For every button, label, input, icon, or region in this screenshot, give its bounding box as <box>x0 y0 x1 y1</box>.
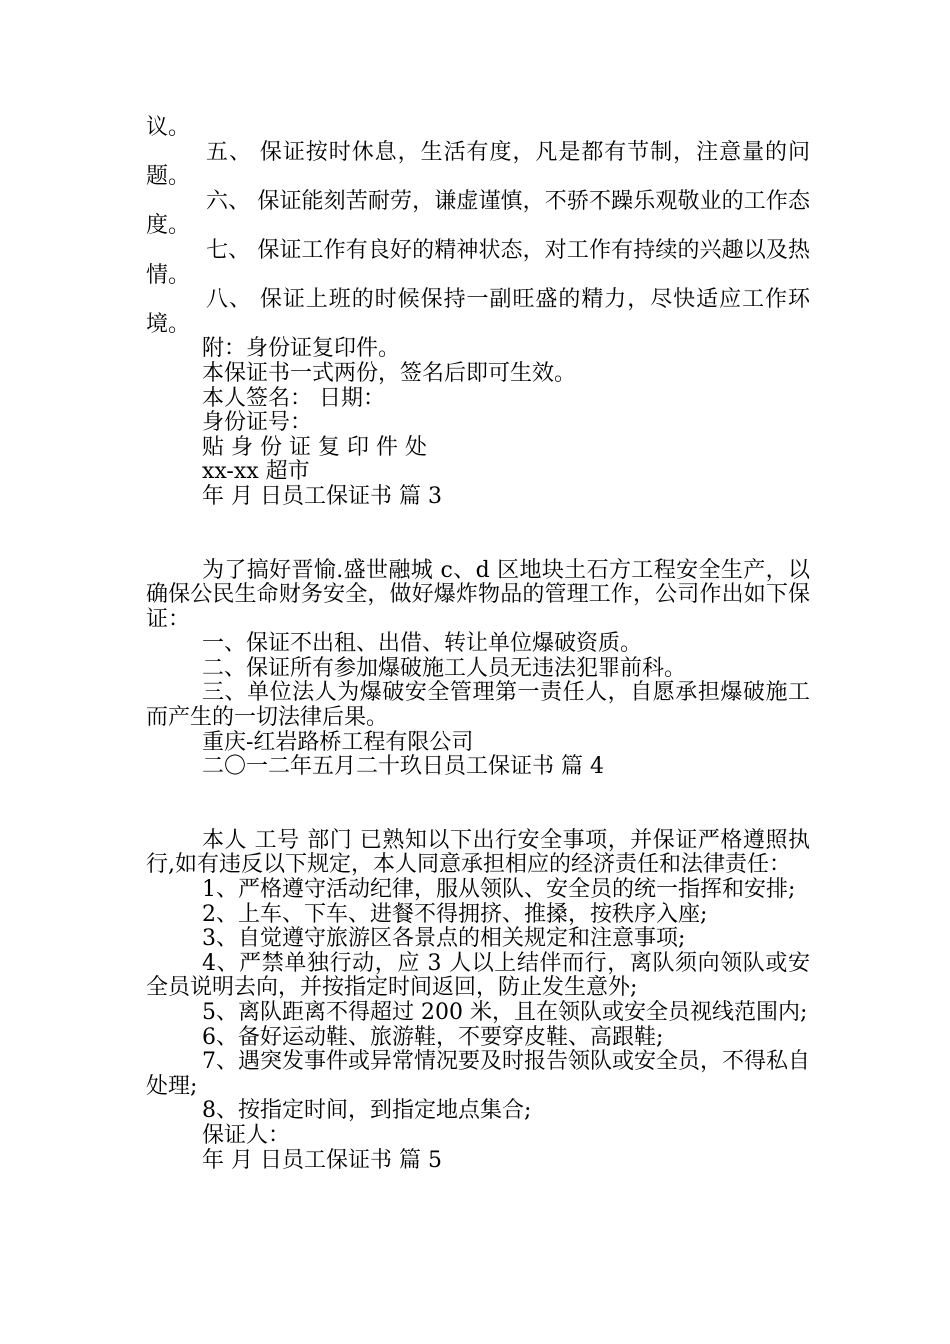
clause-5: 五、 保证按时休息，生活有度，凡是都有节制，注意量的问题。 <box>146 139 810 190</box>
attachment-note: 附：身份证复印件。 <box>202 336 401 362</box>
section-heading-5: 年 月 日员工保证书 篇 5 <box>202 1147 442 1173</box>
company-name: xx-xx 超市 <box>202 459 310 485</box>
copies-note: 本保证书一式两份，签名后即可生效。 <box>202 360 577 386</box>
section-gap <box>146 510 810 559</box>
signature-date-line: 本人签名： 日期： <box>202 385 385 411</box>
section3-clause-3: 三、单位法人为爆破安全管理第一责任人，自愿承担爆破施工而产生的一切法律后果。 <box>146 680 810 731</box>
section-heading-3: 年 月 日员工保证书 篇 3 <box>202 483 442 509</box>
document-body <box>146 116 810 1173</box>
section-heading-4: 二〇一二年五月二十玖日员工保证书 篇 4 <box>202 754 604 780</box>
clause-6: 六、 保证能刻苦耐劳，谦虚谨慎，不骄不躁乐观敬业的工作态度。 <box>146 188 810 239</box>
clause-8: 八、 保证上班的时候保持一副旺盛的精力，尽快适应工作环境。 <box>146 287 810 337</box>
section4-rule-1: 1、严格遵守活动纪律，服从领队、安全员的统一指挥和安排; <box>202 877 796 903</box>
section4-rule-5: 5、离队距离不得超过 200 米，且在领队或安全员视线范围内; <box>202 1000 808 1025</box>
section4-rule-4: 4、严禁单独行动，应 3 人以上结伴而行，离队须向领队或安全员说明去向，并按指定时间返回，防止发生意外; <box>146 950 810 1001</box>
section4-rule-8: 8、按指定时间，到指定地点集合; <box>202 1098 532 1124</box>
id-copy-paste-area: 贴 身 份 证 复 印 件 处 <box>202 434 427 460</box>
section4-rule-3: 3、自觉遵守旅游区各景点的相关规定和注意事项; <box>202 926 686 952</box>
section3-intro: 为了搞好晋愉.盛世融城 c、d 区地块土石方工程安全生产，以确保公民生命财务安全，做好爆炸物品的管理工作，公司作出如下保证： <box>146 557 810 632</box>
section3-clause-2: 二、保证所有参加爆破施工人员无违法犯罪前科。 <box>202 655 687 681</box>
section4-rule-2: 2、上车、下车、进餐不得拥挤、推搡，按秩序入座; <box>202 901 708 927</box>
section4-rule-6: 6、备好运动鞋、旅游鞋，不要穿皮鞋、高跟鞋; <box>202 1024 664 1050</box>
continued-line: 议。 <box>146 115 191 140</box>
clause-7: 七、 保证工作有良好的精神状态，对工作有持续的兴趣以及热情。 <box>146 237 810 288</box>
section3-company: 重庆-红岩路桥工程有限公司 <box>202 729 474 755</box>
id-number-line: 身份证号： <box>202 410 313 436</box>
section4-intro: 本人 工号 部门 已熟知以下出行安全事项，并保证严格遵照执行,如有违反以下规定，本人同意承担相应的经济责任和法律责任： <box>146 827 810 878</box>
guarantor-line: 保证人： <box>202 1122 291 1148</box>
section3-clause-1: 一、保证不出租、出借、转让单位爆破资质。 <box>202 631 643 657</box>
section4-rule-7: 7、遇突发事件或异常情况要及时报告领队或安全员，不得私自处理; <box>146 1049 810 1099</box>
section-gap <box>146 780 810 829</box>
